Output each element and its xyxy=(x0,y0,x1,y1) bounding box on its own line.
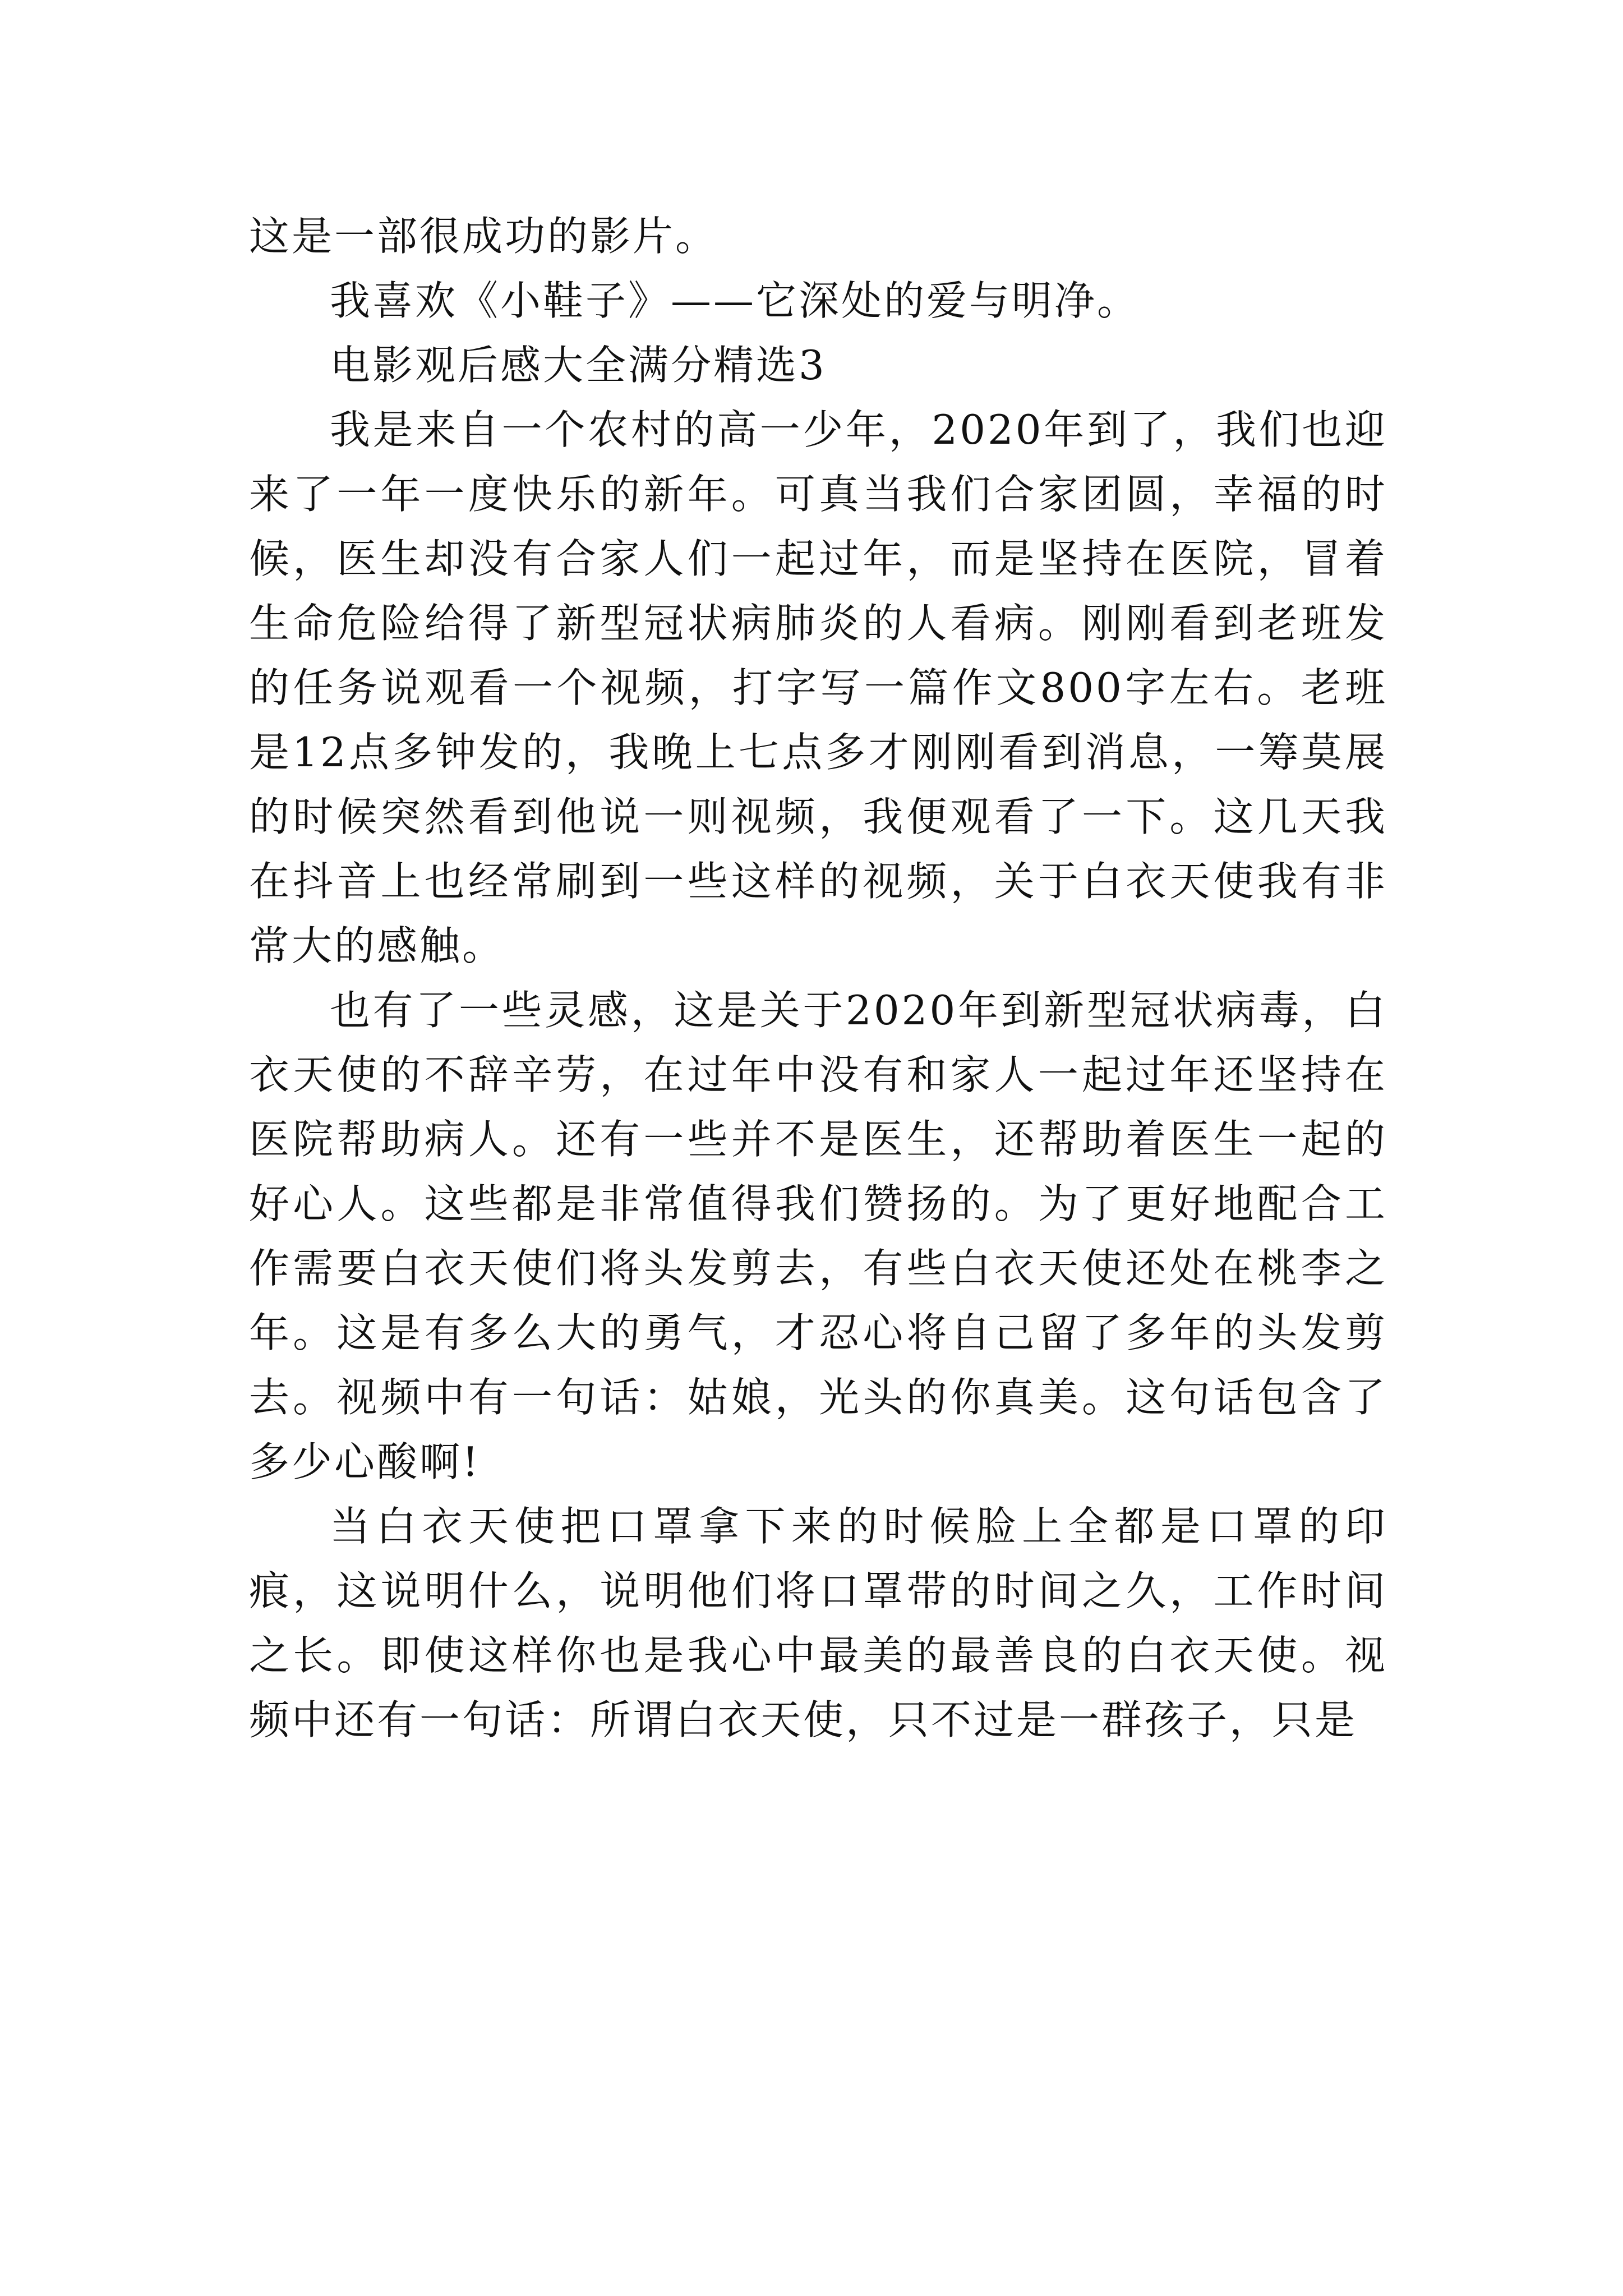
paragraph-inspiration: 也有了一些灵感，这是关于2020年到新型冠状病毒，白衣天使的不辞辛劳，在过年中没有和家人一起过年还坚持在医院帮助病人。还有一些并不是医生，还帮助着医生一起的好心人。这些都是非常值得我们赞扬的。为了更好地配合工作需要白衣天使们将头发剪去，有些白衣天使还处在桃李之年。这是有多么大的勇气，才忍心将自己留了多年的头发剪去。视频中有一句话：姑娘，光头的你真美。这句话包含了多少心酸啊! xyxy=(249,987,1387,1485)
paragraph-closing-line: 这是一部很成功的影片。 xyxy=(249,213,718,260)
paragraph-conclusion: 我喜欢《小鞋子》——它深处的爱与明净。 xyxy=(330,277,1140,324)
section-heading: 电影观后感大全满分精选3 xyxy=(330,342,827,389)
document-body xyxy=(249,204,1387,1752)
paragraph-intro: 我是来自一个农村的高一少年，2020年到了，我们也迎来了一年一度快乐的新年。可真当我们合家团圆，幸福的时候，医生却没有合家人们一起过年，而是坚持在医院，冒着生命危险给得了新型冠状病肺炎的人看病。刚刚看到老班发的任务说观看一个视频，打字写一篇作文800字左右。老班是12点多钟发的，我晚上七点多才刚刚看到消息，一筹莫展的时候突然看到他说一则视频，我便观看了一下。这几天我在抖音上也经常刷到一些这样的视频，关于白衣天使我有非常大的感触。 xyxy=(249,406,1387,969)
paragraph-mask-marks: 当白衣天使把口罩拿下来的时候脸上全都是口罩的印痕，这说明什么，说明他们将口罩带的时间之久，工作时间之长。即使这样你也是我心中最美的最善良的白衣天使。视频中还有一句话：所谓白衣天使，只不过是一群孩子，只是 xyxy=(249,1503,1387,1743)
